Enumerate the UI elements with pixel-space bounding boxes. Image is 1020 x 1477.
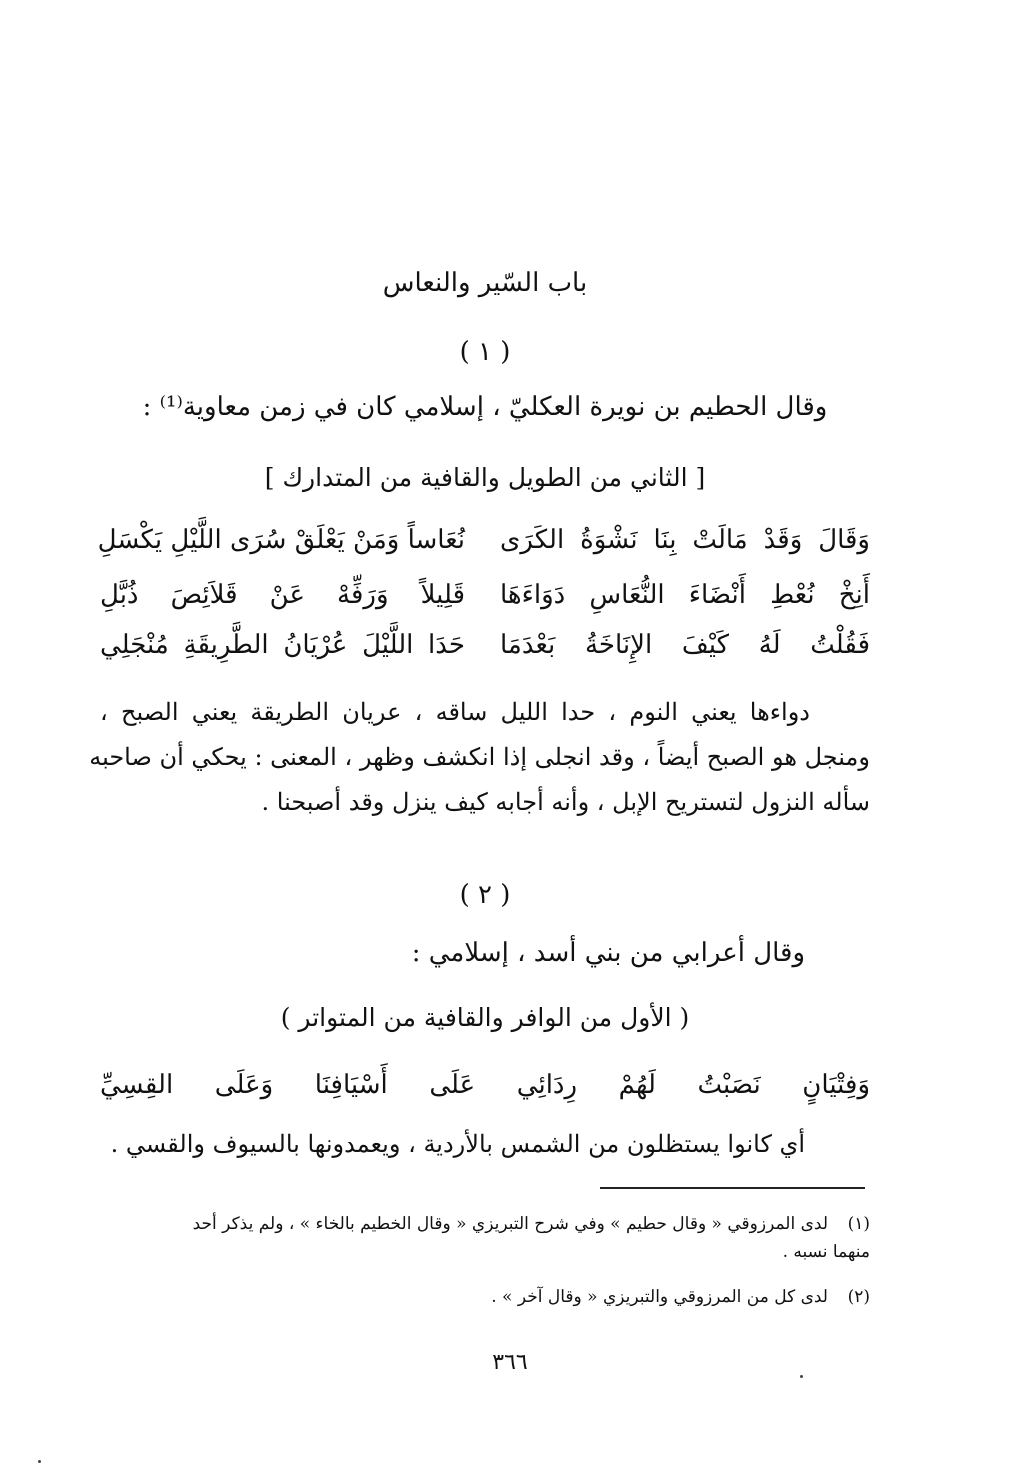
commentary-line: ومنجل هو الصبح أيضاً ، وقد انجلى إذا انكشف وظهر ، المعنى : يحكي أن صاحبه [89, 743, 870, 771]
commentary [89, 690, 870, 825]
verse-line [100, 580, 870, 620]
footnote-text-continuation: منهما نسبه . [782, 1242, 870, 1262]
second-hemistich: نُعَاساً وَمَنْ يَعْلَقْ سُرَى اللَّيْلِ يَكْسَلِ [97, 525, 465, 555]
second-hemistich: قَلِيلاً وَرَفِّهْ عَنْ قَلاَئِصَ ذُبَّلِ [100, 580, 465, 610]
scan-speck [800, 1375, 803, 1378]
commentary-line: دواءها يعني النوم ، حدا الليل ساقه ، عريان الطريقة يعني الصبح ، [100, 698, 810, 726]
page-number: ٣٦٦ [492, 1350, 528, 1375]
footnote-divider [600, 1187, 865, 1189]
first-hemistich: فَقُلْتُ لَهُ كَيْفَ الإِنَاخَةُ بَعْدَمَا [500, 630, 870, 660]
poem-number: ( ٢ ) [459, 880, 511, 910]
verse-line [97, 525, 870, 565]
footnote-number: (١) [847, 1214, 870, 1234]
footnote-number: (٢) [847, 1287, 870, 1307]
poem-intro: وقال أعرابي من بني أسد ، إسلامي : [411, 938, 805, 968]
commentary-line: سأله النزول لتستريح الإبل ، وأنه أجابه كيف ينزل وقد أصبحنا . [261, 788, 870, 816]
poem-intro: وقال الحطيم بن نويرة العكليّ ، إسلامي كان في زمن معاوية⁽¹⁾ : [142, 392, 828, 422]
second-hemistich: حَدَا اللَّيْلَ عُرْيَانُ الطَّرِيقَةِ مُنْجَلِي [100, 630, 465, 660]
poem-number: ( ١ ) [459, 337, 511, 367]
commentary: أي كانوا يستظلون من الشمس بالأردية ، ويعمدونها بالسيوف والقسي . [110, 1130, 805, 1158]
scan-speck [38, 1460, 41, 1463]
footnote-text: لدى كل من المرزوقي والتبريزي « وقال آخر » . [491, 1287, 828, 1307]
footnote [100, 1283, 870, 1311]
meter-note: [ الثاني من الطويل والقافية من المتدارك ] [264, 463, 706, 492]
chapter-title: باب السّير والنعاس [382, 268, 588, 298]
verse-line [100, 630, 870, 670]
first-hemistich: وَقَالَ وَقَدْ مَالَتْ بِنَا نَشْوَةُ الكَرَى [500, 525, 870, 555]
verse-line: وَفِتْيَانٍ نَصَبْتُ لَهُمْ رِدَائِي عَلَى أَسْيَافِنَا وَعَلَى القِسِيِّ [100, 1070, 870, 1100]
footnote-text: لدى المرزوقي « وقال حطيم » وفي شرح التبريزي « وقال الخطيم بالخاء » ، ولم يذكر أحد [192, 1214, 828, 1234]
meter-note: ( الأول من الوافر والقافية من المتواتر ) [280, 1003, 690, 1032]
footnote [100, 1210, 870, 1266]
first-hemistich: أَنِخْ نُعْطِ أَنْضَاءَ النُّعَاسِ دَوَاءَهَا [500, 580, 870, 610]
